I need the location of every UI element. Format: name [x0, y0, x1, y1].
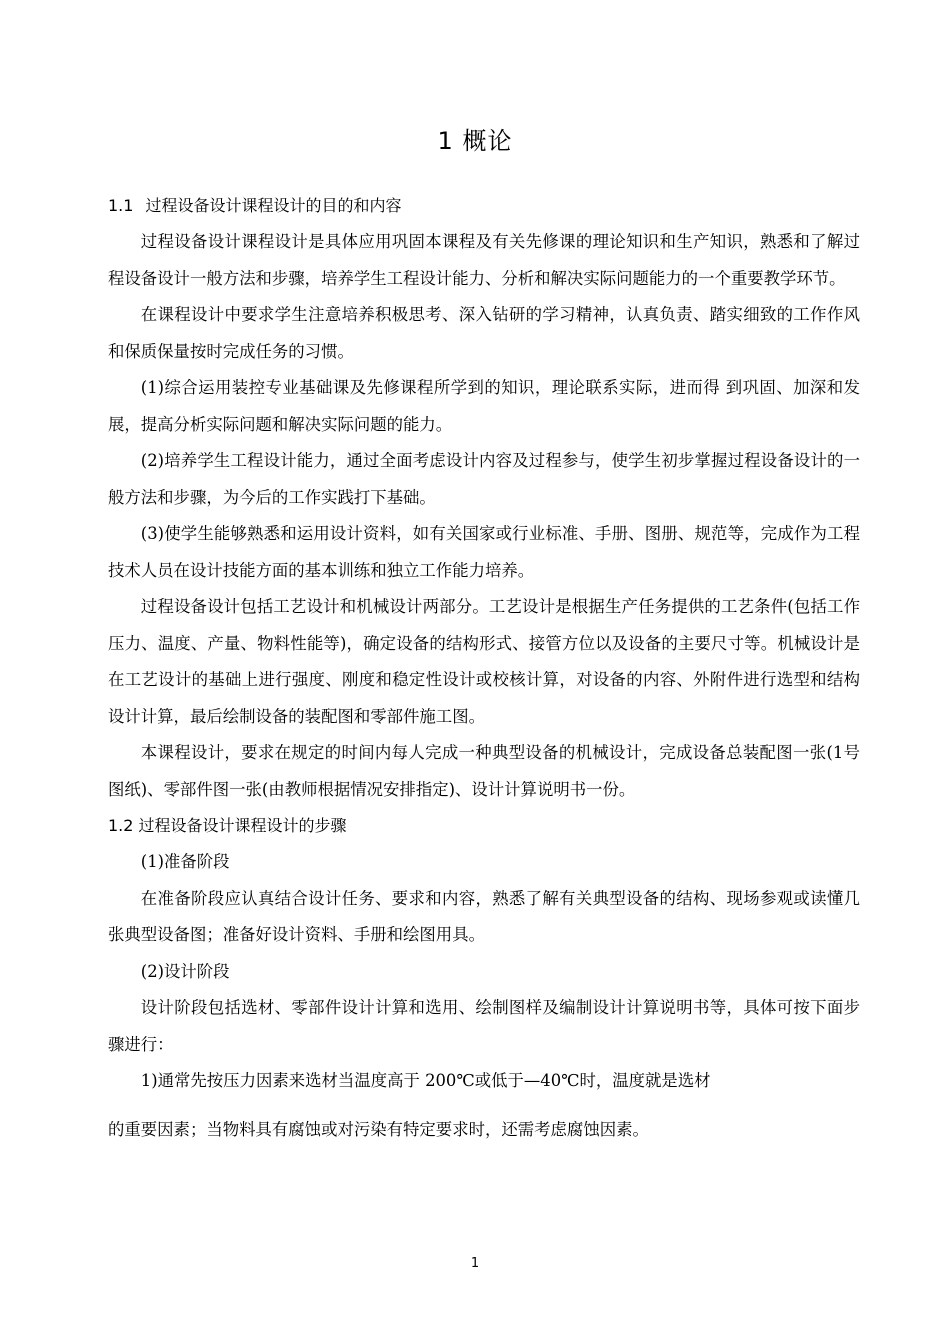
paragraph-continued: 的重要因素；当物料具有腐蚀或对污染有特定要求时，还需考虑腐蚀因素。 — [108, 1119, 649, 1139]
paragraph: (2)培养学生工程设计能力，通过全面考虑设计内容及过程参与，使学生初步掌握过程设备设计的一般方法和步骤，为今后的工作实践打下基础。 — [108, 451, 860, 507]
paragraph: (3)使学生能够熟悉和运用设计资料，如有关国家或行业标准、手册、图册、规范等，完成作为工程技术人员在设计技能方面的基本训练和独立工作能力培养。 — [108, 524, 860, 580]
paragraph: 过程设备设计课程设计是具体应用巩固本课程及有关先修课的理论知识和生产知识，熟悉和了解过程设备设计一般方法和步骤，培养学生工程设计能力、分析和解决实际问题能力的一个重要教学环节。 — [108, 232, 860, 288]
paragraph: (1)综合运用装控专业基础课及先修课程所学到的知识，理论联系实际，进而得 到巩固、加深和发展，提高分析实际问题和解决实际问题的能力。 — [108, 378, 860, 434]
document-body — [108, 188, 860, 1148]
paragraph: 在准备阶段应认真结合设计任务、要求和内容，熟悉了解有关典型设备的结构、现场参观或读懂几张典型设备图；准备好设计资料、手册和绘图用具。 — [108, 888, 860, 944]
subheading-design-stage: (2)设计阶段 — [140, 961, 230, 981]
section-heading-1-2: 1.2 过程设备设计课程设计的步骤 — [108, 816, 347, 835]
paragraph: 过程设备设计包括工艺设计和机械设计两部分。工艺设计是根据生产任务提供的工艺条件(包括工作压力、温度、产量、物料性能等)，确定设备的结构形式、接管方位以及设备的主要尺寸等。机械设计是在工艺设计的基础上进行强度、刚度和稳定性设计或校核计算，对设备的内容、外附件进行选型和结构设计计算，最后绘制设备的装配图和零部件施工图。 — [108, 597, 860, 726]
paragraph: 设计阶段包括选材、零部件设计计算和选用、绘制图样及编制设计计算说明书等，具体可按下面步骤进行： — [108, 998, 860, 1054]
paragraph: 1)通常先按压力因素来选材当温度高于 200℃或低于—40℃时，温度就是选材 — [140, 1071, 711, 1090]
subheading-prep-stage: (1)准备阶段 — [140, 852, 230, 871]
paragraph: 本课程设计，要求在规定的时间内每人完成一种典型设备的机械设计，完成设备总装配图一张(1号图纸)、零部件图一张(由教师根据情况安排指定)、设计计算说明书一份。 — [108, 743, 860, 799]
chapter-title: 1 概论 — [437, 127, 513, 155]
section-heading-text: 过程设备设计课程设计的目的和内容 — [145, 196, 402, 215]
paragraph: 在课程设计中要求学生注意培养积极思考、深入钻研的学习精神，认真负责、踏实细致的工作作风和保质保量按时完成任务的习惯。 — [108, 305, 860, 361]
section-heading-1-1 — [108, 188, 860, 224]
section-number: 1.1 — [108, 196, 134, 215]
page-number: 1 — [470, 1256, 480, 1271]
